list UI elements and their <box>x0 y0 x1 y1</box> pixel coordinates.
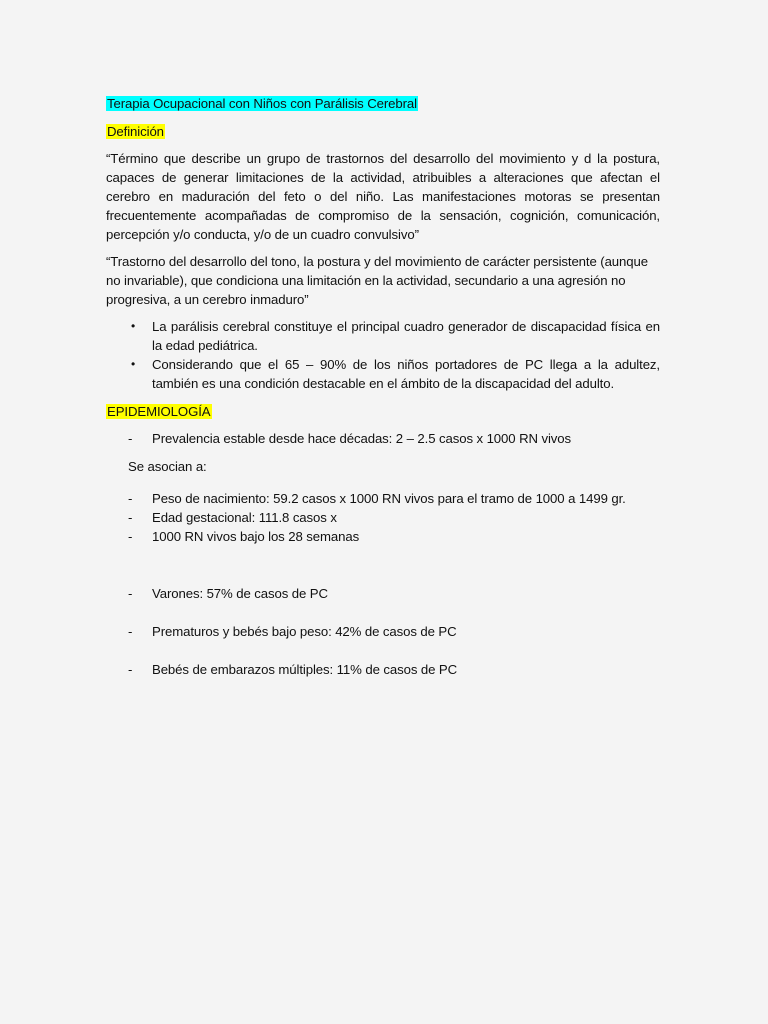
definition-paragraph-1: “Término que describe un grupo de trastornos del desarrollo del movimiento y d la postura, capaces de generar limitaciones de la actividad, atribuibles a alteraciones que afectan el cerebro en maduración del feto o del niño. Las manifestaciones motoras se presentan frecuentemente acompañadas de compromiso de la sensación, cognición, comunicación, percepción y/o conducta, y/o de un cuadro convulsivo” <box>106 151 660 242</box>
stat-text: Varones: 57% de casos de PC <box>152 586 328 601</box>
definition-paragraph-2: “Trastorno del desarrollo del tono, la postura y del movimiento de carácter persistente (aunque no invariable), que condiciona una limitación en la actividad, secundario a una agresión no progresiva, a un cerebro inmaduro” <box>106 254 648 307</box>
asociado-text: Peso de nacimiento: 59.2 casos x 1000 RN vivos para el tramo de 1000 a 1499 gr. <box>152 491 626 506</box>
dash-icon: - <box>128 510 133 525</box>
prevalencia-item <box>106 429 660 448</box>
asociado-item <box>106 527 660 546</box>
document-title: Terapia Ocupacional con Niños con Parálisis Cerebral <box>107 96 417 111</box>
bullet-item <box>106 355 660 393</box>
definicion-heading-line <box>106 122 660 141</box>
dash-icon: - <box>128 624 133 639</box>
asociado-text: 1000 RN vivos bajo los 28 semanas <box>152 529 360 544</box>
stat-item <box>106 660 660 679</box>
bullet-icon: • <box>131 319 136 333</box>
stat-text: Prematuros y bebés bajo peso: 42% de casos de PC <box>152 624 457 639</box>
asociado-item <box>106 508 660 527</box>
bullet-text: La parálisis cerebral constituye el principal cuadro generador de discapacidad física en la edad pediátrica. <box>152 319 660 353</box>
stat-text: Bebés de embarazos múltiples: 11% de casos de PC <box>152 662 458 677</box>
se-asocian-label: Se asocian a: <box>128 459 207 474</box>
bullet-item <box>106 317 660 355</box>
dash-icon: - <box>128 662 133 677</box>
dash-icon: - <box>128 586 133 601</box>
stat-item <box>106 584 660 603</box>
document-content <box>106 94 660 679</box>
document-title-line <box>106 94 660 113</box>
asociado-text: Edad gestacional: 111.8 casos x <box>152 510 337 525</box>
prevalencia-text: Prevalencia estable desde hace décadas: 2 – 2.5 casos x 1000 RN vivos <box>152 431 572 446</box>
bullet-list <box>106 317 660 393</box>
epidemiologia-heading-line <box>106 402 660 421</box>
bullet-icon: • <box>131 357 136 371</box>
dash-icon: - <box>128 529 133 544</box>
epidemiologia-heading: EPIDEMIOLOGÍA <box>107 404 211 419</box>
stat-item <box>106 622 660 641</box>
bullet-text: Considerando que el 65 – 90% de los niños portadores de PC llega a la adultez, también es una condición destacable en el ámbito de la discapacidad del adulto. <box>152 357 660 391</box>
asociado-item <box>106 489 660 508</box>
definicion-heading: Definición <box>107 124 164 139</box>
dash-icon: - <box>128 431 133 446</box>
dash-icon: - <box>128 491 133 506</box>
